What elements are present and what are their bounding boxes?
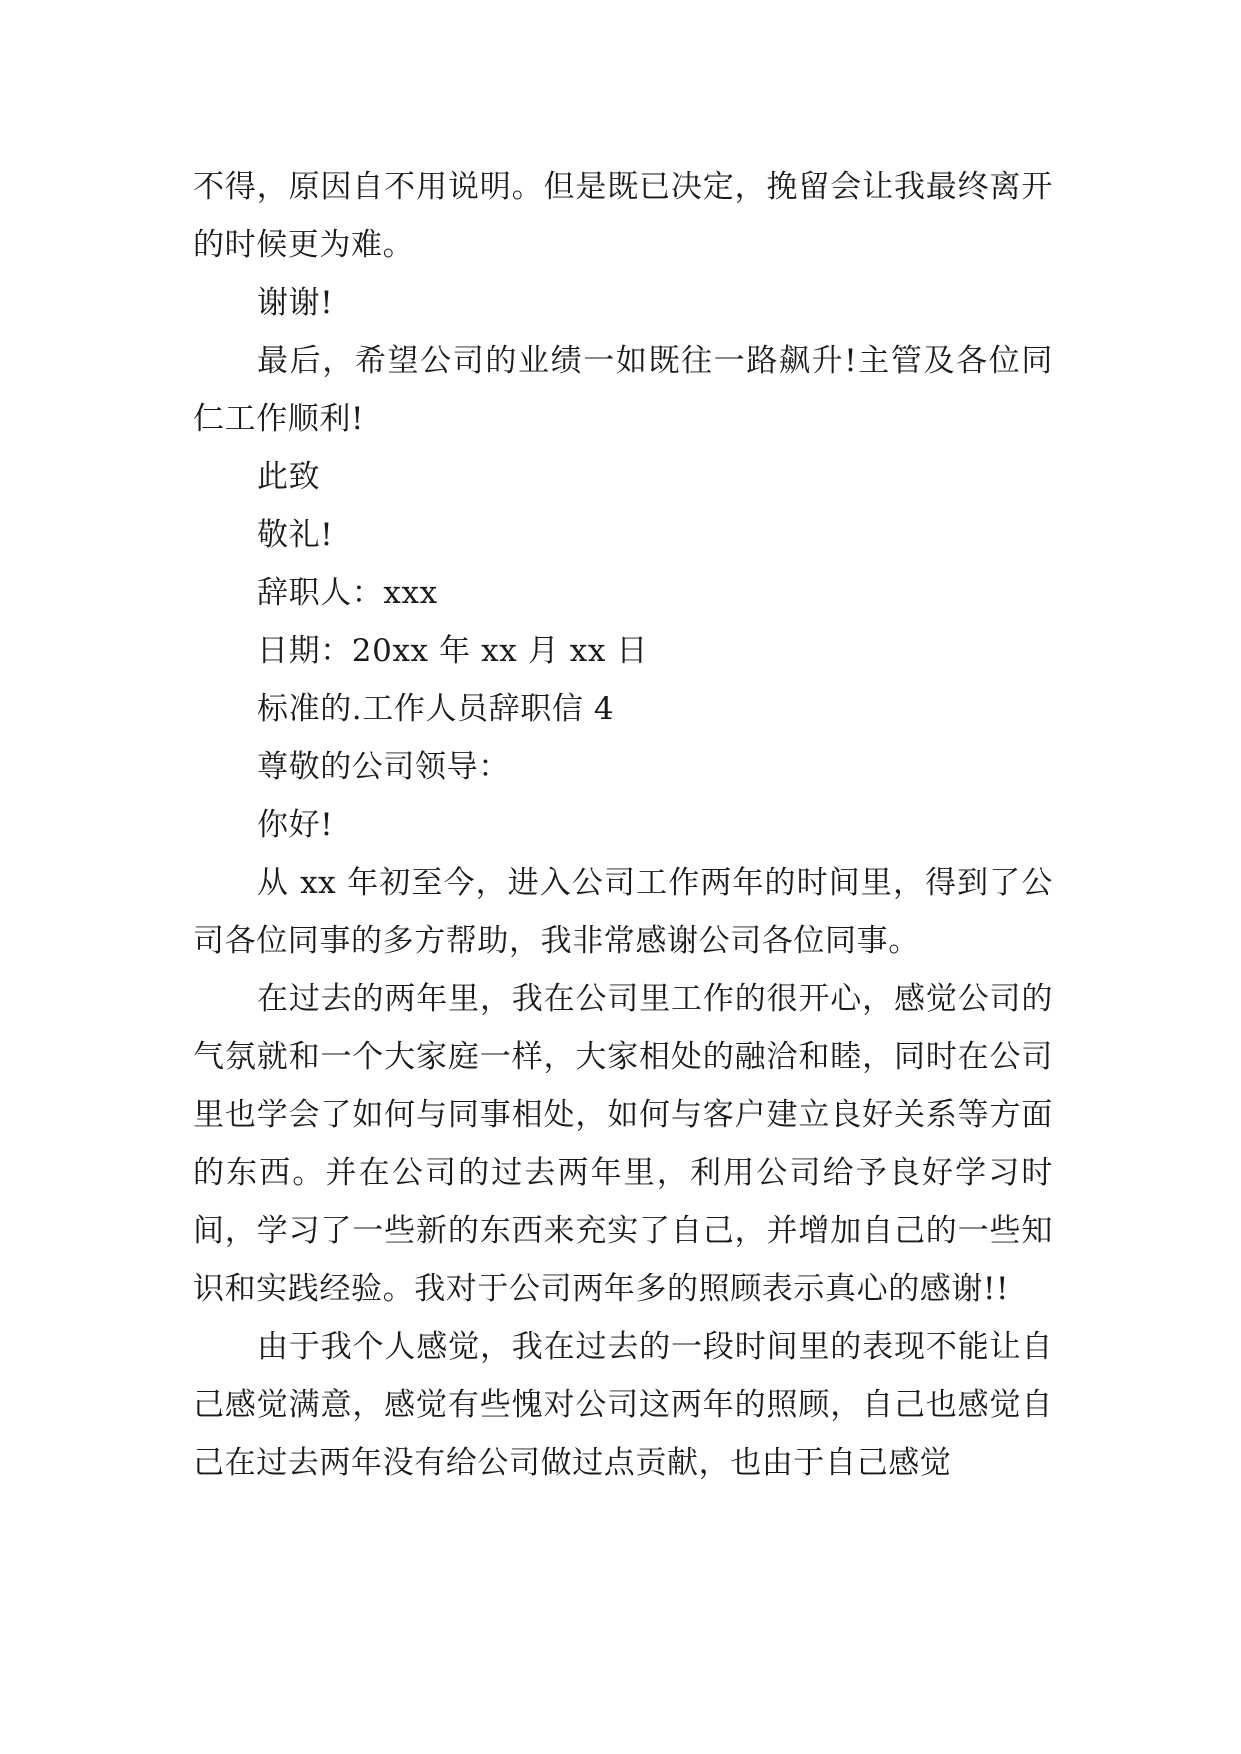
paragraph-salutation-jing-li: 敬礼! bbox=[257, 517, 334, 553]
paragraph-reason: 由于我个人感觉，我在过去的一段时间里的表现不能让自己感觉满意，感觉有些愧对公司这两年的照顾，自己也感觉自己在过去两年没有给公司做过点贡献，也由于自己感觉 bbox=[193, 1329, 1053, 1481]
paragraph-signatory: 辞职人：xxx bbox=[257, 575, 438, 611]
paragraph-greeting-recipient: 尊敬的公司领导： bbox=[257, 749, 510, 785]
paragraph-greeting-hello: 你好! bbox=[257, 807, 334, 843]
paragraph-salutation-ci-zhi: 此致 bbox=[257, 459, 321, 495]
paragraph-thanks: 谢谢! bbox=[257, 285, 334, 321]
paragraph-intro: 从 xx 年初至今，进入公司工作两年的时间里，得到了公司各位同事的多方帮助，我非常感谢公司各位同事。 bbox=[193, 865, 1053, 959]
section-heading: 标准的.工作人员辞职信 4 bbox=[257, 691, 615, 727]
letter-body bbox=[193, 158, 1053, 1492]
paragraph-continuation: 不得，原因自不用说明。但是既已决定，挽留会让我最终离开的时候更为难。 bbox=[193, 169, 1053, 263]
paragraph-closing-wish: 最后，希望公司的业绩一如既往一路飙升!主管及各位同仁工作顺利! bbox=[193, 343, 1053, 437]
paragraph-date: 日期：20xx 年 xx 月 xx 日 bbox=[257, 633, 649, 669]
paragraph-past-two-years: 在过去的两年里，我在公司里工作的很开心，感觉公司的气氛就和一个大家庭一样，大家相处的融洽和睦，同时在公司里也学会了如何与同事相处，如何与客户建立良好关系等方面的东西。并在公司的过去两年里，利用公司给予良好学习时间，学习了一些新的东西来充实了自己，并增加自己的一些知识和实践经验。我对于公司两年多的照顾表示真心的感谢!! bbox=[193, 981, 1053, 1307]
